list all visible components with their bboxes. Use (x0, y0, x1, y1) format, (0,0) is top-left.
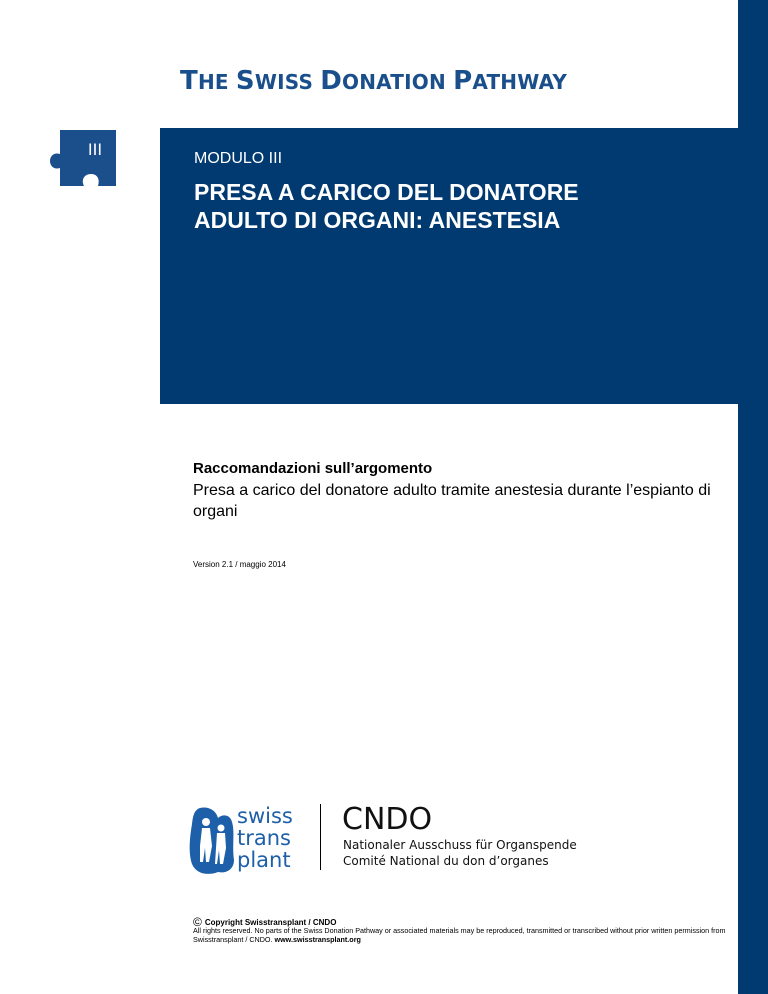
puzzle-piece-icon (50, 128, 122, 200)
right-edge-bar (738, 0, 768, 994)
cndo-logo-title: CNDO (342, 802, 433, 837)
title-word-2: SWISS (235, 66, 321, 96)
recommendation-heading: Raccomandazioni sull’argomento (193, 460, 433, 477)
cndo-subtitle-de: Nationaler Ausschuss für Organspende (343, 838, 577, 852)
copyright-text: Copyright Swisstransplant / CNDO (204, 918, 337, 927)
swisstransplant-figures-icon (188, 806, 238, 876)
module-header-panel (160, 128, 738, 404)
title-word-3: DONATION (320, 66, 454, 96)
swisstransplant-word-1: swiss (237, 804, 293, 828)
swisstransplant-word-2: trans (237, 826, 291, 850)
swisstransplant-logo (188, 806, 328, 876)
title-word-1: THE (180, 66, 236, 96)
version-label: Version 2.1 / maggio 2014 (193, 560, 286, 569)
cndo-subtitle-fr: Comité National du don d’organes (343, 854, 549, 868)
logo-divider (320, 804, 321, 870)
copyright-icon: © (193, 915, 202, 929)
module-label: MODULO III (194, 150, 283, 167)
module-title-line-2: ADULTO DI ORGANI: ANESTESIA (194, 207, 561, 233)
swisstransplant-word-3: plant (237, 848, 291, 872)
title-word-4: PATHWAY (453, 66, 568, 96)
rights-text: All rights reserved. No parts of the Swiss Donation Pathway or associated materials may be reproduced, transmitted or transcribed without prior written permission from Swisstransplant / CNDO. (193, 926, 726, 944)
rights-notice (193, 926, 733, 944)
recommendation-text: Presa a carico del donatore adulto tramite anestesia durante l’espianto di organi (193, 482, 711, 520)
module-title-line-1: PRESA A CARICO DEL DONATORE (194, 179, 579, 205)
module-number-label: III (87, 140, 103, 159)
module-title (194, 178, 724, 234)
document-title (180, 66, 700, 96)
website-link[interactable]: www.swisstransplant.org (274, 935, 361, 944)
